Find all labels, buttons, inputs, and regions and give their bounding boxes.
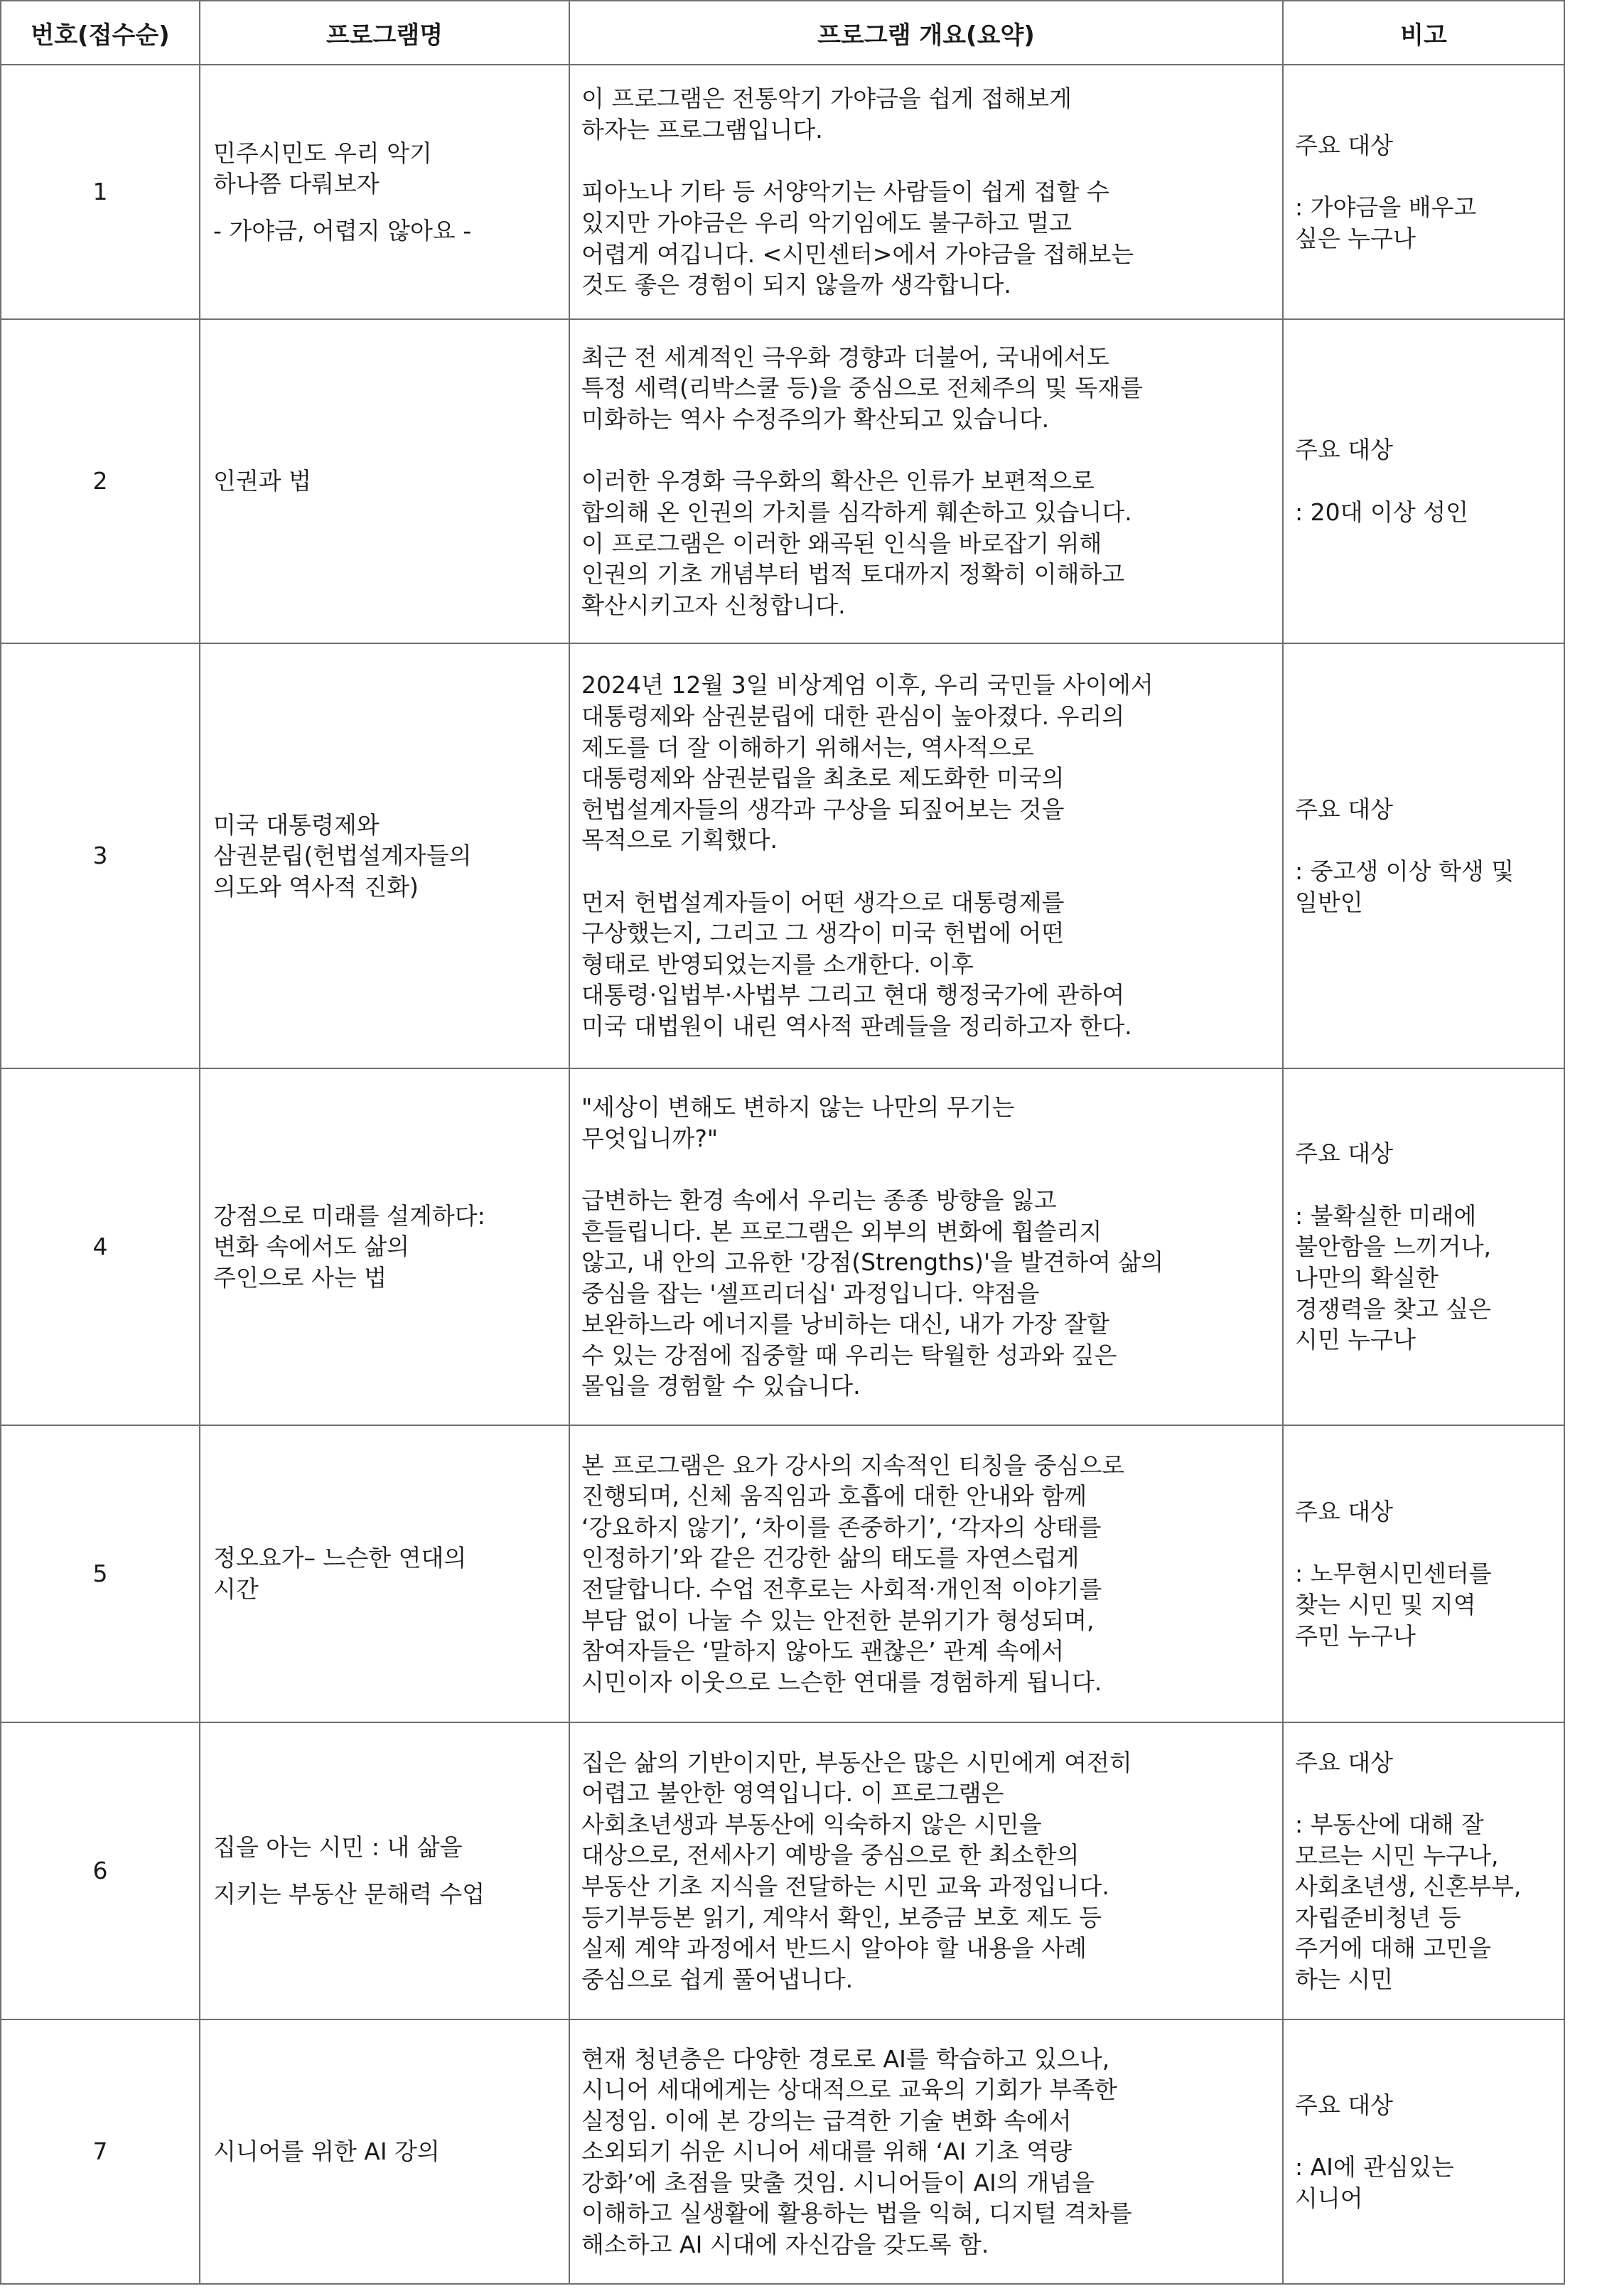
program-name: 민주시민도 우리 악기 하나쯤 다뤄보자	[213, 139, 432, 198]
note-label: 주요 대상	[1295, 795, 1394, 823]
program-subtitle: - 가야금, 어렵지 않아요 -	[213, 216, 472, 245]
table-row	[1, 1722, 1564, 2019]
table-row	[1, 319, 1564, 643]
program-name-line2: 지키는 부동산 문해력 수업	[213, 1880, 485, 1908]
program-name: 미국 대통령제와 삼권분립(헌법설계자들의 의도와 역사적 진화)	[213, 810, 472, 901]
summary-paragraph: 현재 청년층은 다양한 경로로 AI를 학습하고 있으나, 시니어 세대에게는 상대적으로 교육의 기회가 부족한 실정임. 이에 본 강의는 급격한 기술 변화 속에서 소외되기 쉬운 시니어 세대를 위해 ‘AI 기초 역량 강화’에 초점을 맞출 것임. 시니어들이 AI의 개념을 이해하고 실생활에 활용하는 법을 익혀, 디지털 격차를 해소하고 AI 시대에 자신감을 갖도록 함.	[581, 2044, 1132, 2258]
summary-paragraph: 이러한 우경화 극우화의 확산은 인류가 보편적으로 합의해 온 인권의 가치를 심각하게 훼손하고 있습니다. 이 프로그램은 이러한 왜곡된 인식을 바로잡기 위해 인권의 기초 개념부터 법적 토대까지 정확히 이해하고 확산시키고자 신청합니다.	[581, 467, 1132, 619]
program-summary-cell	[569, 319, 1283, 643]
note-label: 주요 대상	[1295, 1748, 1394, 1776]
program-summary-cell	[569, 643, 1283, 1068]
row-number: 4	[1, 1068, 200, 1425]
program-name-cell	[200, 2019, 569, 2284]
note-cell	[1283, 65, 1564, 319]
summary-paragraph: 최근 전 세계적인 극우화 경향과 더불어, 국내에서도 특정 세력(리박스쿨 등)을 중심으로 전체주의 및 독재를 미화하는 역사 수정주의가 확산되고 있습니다.	[581, 343, 1144, 433]
note-target: : 중고생 이상 학생 및 일반인	[1295, 857, 1515, 916]
summary-paragraph: 본 프로그램은 요가 강사의 지속적인 티칭을 중심으로 진행되며, 신체 움직임과 호흡에 대한 안내와 함께 ‘강요하지 않기’, ‘차이를 존중하기’, ‘각자의 상태를 인정하기’와 같은 건강한 삶의 태도를 자연스럽게 전달합니다. 수업 전후로는 사회적·개인적 이야기를 부담 없이 나눌 수 있는 안전한 분위기가 형성되며, 참여자들은 ‘말하지 않아도 괜찮은’ 관계 속에서 시민이자 이웃으로 느슨한 연대를 경험하게 됩니다.	[581, 1451, 1125, 1696]
program-summary-cell	[569, 1722, 1283, 2019]
program-name-cell	[200, 319, 569, 643]
note-cell	[1283, 1425, 1564, 1722]
note-label: 주요 대상	[1295, 131, 1394, 159]
row-number: 1	[1, 65, 200, 319]
table-row	[1, 1425, 1564, 1722]
row-number: 2	[1, 319, 200, 643]
program-name: 정오요가– 느슨한 연대의 시간	[213, 1544, 467, 1603]
summary-paragraph: 피아노나 기타 등 서양악기는 사람들이 쉽게 접할 수 있지만 가야금은 우리 악기임에도 불구하고 멀고 어렵게 여깁니다. <시민센터>에서 가야금을 접해보는 것도 좋은 경험이 되지 않을까 생각합니다.	[581, 178, 1134, 299]
note-cell	[1283, 319, 1564, 643]
program-name: 시니어를 위한 AI 강의	[213, 2137, 440, 2166]
program-name: 인권과 법	[213, 467, 312, 495]
table-row	[1, 643, 1564, 1068]
program-name-cell	[200, 65, 569, 319]
note-label: 주요 대상	[1295, 1497, 1394, 1525]
note-cell	[1283, 643, 1564, 1068]
note-label: 주요 대상	[1295, 1139, 1394, 1168]
summary-paragraph: 집은 삶의 기반이지만, 부동산은 많은 시민에게 여전히 어렵고 불안한 영역입니다. 이 프로그램은 사회초년생과 부동산에 익숙하지 않은 시민을 대상으로, 전세사기 예방을 중심으로 한 최소한의 부동산 기초 지식을 전달하는 시민 교육 과정입니다. 등기부등본 읽기, 계약서 확인, 보증금 보호 제도 등 실제 계약 과정에서 반드시 알아야 할 내용을 사례 중심으로 쉽게 풀어냅니다.	[581, 1748, 1132, 1993]
program-name: 강점으로 미래를 설계하다: 변화 속에서도 삶의 주인으로 사는 법	[213, 1201, 485, 1292]
summary-paragraph: 2024년 12월 3일 비상계엄 이후, 우리 국민들 사이에서 대통령제와 삼권분립에 대한 관심이 높아졌다. 우리의 제도를 더 잘 이해하기 위해서는, 역사적으로 대통령제와 삼권분립을 최초로 제도화한 미국의 헌법설계자들의 생각과 구상을 되짚어보는 것을 목적으로 기획했다.	[581, 671, 1154, 854]
program-name-cell	[200, 643, 569, 1068]
summary-paragraph: 급변하는 환경 속에서 우리는 종종 방향을 잃고 흔들립니다. 본 프로그램은 외부의 변화에 휩쓸리지 않고, 내 안의 고유한 '강점(Strengths)'을 발견하여 삶의 중심을 잡는 '셀프리더십' 과정입니다. 약점을 보완하느라 에너지를 낭비하는 대신, 내가 가장 잘할 수 있는 강점에 집중할 때 우리는 탁월한 성과와 깊은 몰입을 경험할 수 있습니다.	[581, 1186, 1164, 1400]
table-row	[1, 2019, 1564, 2284]
table-row	[1, 1068, 1564, 1425]
row-number: 7	[1, 2019, 200, 2284]
summary-paragraph: 이 프로그램은 전통악기 가야금을 쉽게 접해보게 하자는 프로그램입니다.	[581, 85, 1073, 144]
note-label: 주요 대상	[1295, 436, 1394, 464]
summary-paragraph: 먼저 헌법설계자들이 어떤 생각으로 대통령제를 구상했는지, 그리고 그 생각이 미국 헌법에 어떤 형태로 반영되었는지를 소개한다. 이후 대통령·입법부·사법부 그리고 현대 행정국가에 관하여 미국 대법원이 내린 역사적 판례들을 정리하고자 한다.	[581, 888, 1132, 1040]
note-target: : 20대 이상 성인	[1295, 498, 1468, 526]
table-header-row	[1, 1, 1564, 65]
program-name-cell	[200, 1722, 569, 2019]
row-number: 3	[1, 643, 200, 1068]
row-number: 5	[1, 1425, 200, 1722]
note-label: 주요 대상	[1295, 2091, 1394, 2119]
program-summary-cell	[569, 2019, 1283, 2284]
program-summary-cell	[569, 1425, 1283, 1722]
program-summary-cell	[569, 65, 1283, 319]
summary-paragraph: "세상이 변해도 변하지 않는 나만의 무기는 무엇입니까?"	[581, 1093, 1015, 1152]
note-target: : AI에 관심있는 시니어	[1295, 2153, 1454, 2212]
note-target: : 가야금을 배우고 싶은 누구나	[1295, 193, 1477, 252]
header-program-name: 프로그램명	[200, 1, 569, 65]
note-cell	[1283, 1722, 1564, 2019]
row-number: 6	[1, 1722, 200, 2019]
note-target: : 부동산에 대해 잘 모르는 시민 누구나, 사회초년생, 신혼부부, 자립준비청년 등 주거에 대해 고민을 하는 시민	[1295, 1810, 1522, 1993]
note-cell	[1283, 1068, 1564, 1425]
program-name-cell	[200, 1068, 569, 1425]
note-cell	[1283, 2019, 1564, 2284]
note-target: : 불확실한 미래에 불안함을 느끼거나, 나만의 확실한 경쟁력을 찾고 싶은 시민 누구나	[1295, 1201, 1492, 1354]
header-number: 번호(접수순)	[1, 1, 200, 65]
program-name: 집을 아는 시민 : 내 삶을	[213, 1833, 463, 1862]
program-summary-cell	[569, 1068, 1283, 1425]
header-program-summary: 프로그램 개요(요약)	[569, 1, 1283, 65]
program-name-cell	[200, 1425, 569, 1722]
header-note: 비고	[1283, 1, 1564, 65]
note-target: : 노무현시민센터를 찾는 시민 및 지역 주민 누구나	[1295, 1560, 1492, 1650]
table-row	[1, 65, 1564, 319]
